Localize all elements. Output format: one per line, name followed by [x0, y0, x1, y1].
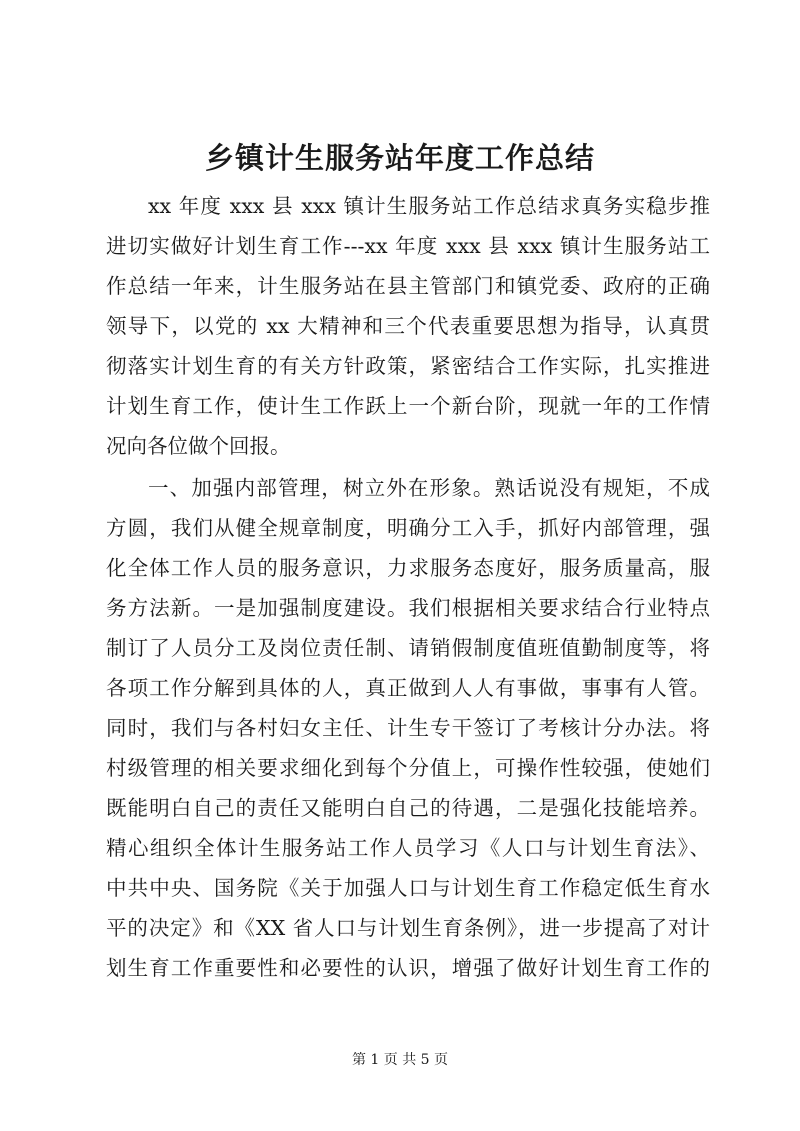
- paragraph-2-line: 既能明白自己的责任又能明白自己的待遇，二是强化技能培养。: [106, 796, 710, 820]
- paragraph-2-line: 务方法新。一是加强制度建设。我们根据相关要求结合行业特点: [106, 596, 710, 620]
- paragraph-1-line: 计划生育工作，使计生工作跃上一个新台阶，现就一年的工作情: [106, 394, 710, 418]
- paragraph-2-line: 一、加强内部管理，树立外在形象。熟话说没有规矩，不成: [148, 476, 710, 500]
- paragraph-2-line: 化全体工作人员的服务意识，力求服务态度好，服务质量高，服: [106, 556, 710, 580]
- document-body: [106, 186, 710, 988]
- paragraph-2-line: 村级管理的相关要求细化到每个分值上，可操作性较强，使她们: [106, 756, 710, 780]
- paragraph-2-line: 平的决定》和《XX 省人口与计划生育条例》，进一步提高了对计: [106, 916, 710, 940]
- document-title: 乡镇计生服务站年度工作总结: [204, 141, 595, 175]
- paragraph-1-line: 作总结一年来，计生服务站在县主管部门和镇党委、政府的正确: [106, 274, 710, 298]
- paragraph-1-line: 进切实做好计划生育工作---xx 年度 xxx 县 xxx 镇计生服务站工: [106, 234, 710, 258]
- paragraph-1-line: 领导下，以党的 xx 大精神和三个代表重要思想为指导，认真贯: [106, 314, 710, 338]
- paragraph-2-line: 各项工作分解到具体的人，真正做到人人有事做，事事有人管。: [106, 676, 710, 700]
- page-number-footer: 第 1 页 共 5 页: [351, 1052, 449, 1068]
- paragraph-2-line: 中共中央、国务院《关于加强人口与计划生育工作稳定低生育水: [106, 876, 710, 900]
- paragraph-1-line: 彻落实计划生育的有关方针政策，紧密结合工作实际，扎实推进: [106, 354, 710, 378]
- paragraph-1-line: 况向各位做个回报。: [106, 434, 291, 458]
- paragraph-2-line: 同时，我们与各村妇女主任、计生专干签订了考核计分办法。将: [106, 716, 710, 740]
- paragraph-2-line: 制订了人员分工及岗位责任制、请销假制度值班值勤制度等，将: [106, 636, 710, 660]
- paragraph-2-line: 方圆，我们从健全规章制度，明确分工入手，抓好内部管理，强: [106, 516, 710, 540]
- paragraph-2-line: 精心组织全体计生服务站工作人员学习《人口与计划生育法》、: [106, 836, 710, 860]
- paragraph-2-line: 划生育工作重要性和必要性的认识，增强了做好计划生育工作的: [106, 956, 710, 980]
- paragraph-1-line: xx 年度 xxx 县 xxx 镇计生服务站工作总结求真务实稳步推: [148, 194, 710, 218]
